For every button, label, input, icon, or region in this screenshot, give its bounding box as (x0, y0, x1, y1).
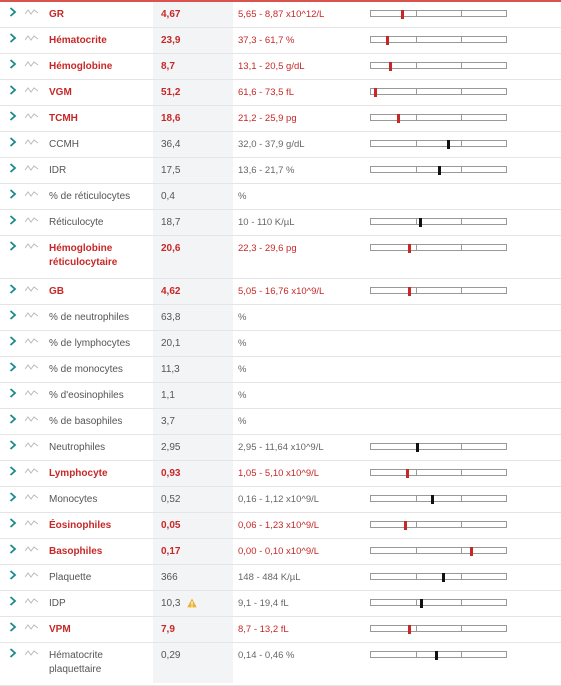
sparkline-icon[interactable] (25, 415, 39, 423)
chevron-right-icon[interactable] (9, 388, 17, 398)
test-value: 8,7 (161, 61, 175, 72)
test-name: Lymphocyte (49, 468, 108, 479)
range-bar-divider (416, 115, 417, 120)
chevron-right-icon[interactable] (9, 310, 17, 320)
table-row[interactable] (0, 565, 561, 591)
test-value: 4,62 (161, 286, 181, 297)
table-row[interactable] (0, 409, 561, 435)
range-bar-divider (416, 219, 417, 224)
test-name: % de monocytes (49, 364, 123, 375)
range-bar-divider (416, 245, 417, 250)
range-bar-divider (461, 167, 462, 172)
test-name: CCMH (49, 139, 79, 150)
reference-range: % (238, 312, 247, 323)
range-bar-divider (416, 522, 417, 527)
table-row[interactable] (0, 435, 561, 461)
reference-range: 21,2 - 25,9 pg (238, 113, 297, 124)
test-value: 0,4 (161, 191, 175, 202)
table-row[interactable] (0, 331, 561, 357)
test-value: 10,3 (161, 598, 181, 609)
range-bar-divider (461, 600, 462, 605)
reference-range: 1,05 - 5,10 x10^9/L (238, 468, 320, 479)
sparkline-icon[interactable] (25, 60, 39, 68)
range-bar-divider (461, 288, 462, 293)
reference-range: 37,3 - 61,7 % (238, 35, 295, 46)
test-value: 18,7 (161, 217, 181, 228)
test-name: GB (49, 286, 64, 297)
chevron-right-icon[interactable] (9, 570, 17, 580)
chevron-right-icon[interactable] (9, 440, 17, 450)
table-row[interactable] (0, 357, 561, 383)
test-name: % d'eosinophiles (49, 390, 124, 401)
test-name: IDR (49, 165, 67, 176)
range-bar-divider (416, 496, 417, 501)
table-row[interactable] (0, 487, 561, 513)
reference-range: 8,7 - 13,2 fL (238, 624, 289, 635)
range-bar-divider (416, 141, 417, 146)
test-value: 4,67 (161, 9, 181, 20)
table-row[interactable] (0, 28, 561, 54)
range-bar-divider (461, 496, 462, 501)
reference-range: 13,6 - 21,7 % (238, 165, 295, 176)
lab-results-table (0, 2, 561, 686)
range-marker (406, 469, 409, 478)
reference-range: 2,95 - 11,64 x10^9/L (238, 442, 324, 453)
range-marker (419, 218, 422, 227)
sparkline-icon[interactable] (25, 441, 39, 449)
table-row[interactable] (0, 513, 561, 539)
table-row[interactable] (0, 617, 561, 643)
table-row[interactable] (0, 210, 561, 236)
reference-range: % (238, 416, 247, 427)
range-bar-divider (416, 167, 417, 172)
sparkline-icon[interactable] (25, 112, 39, 120)
sparkline-icon[interactable] (25, 164, 39, 172)
table-row[interactable] (0, 539, 561, 565)
test-name: Basophiles (49, 546, 103, 557)
reference-range: 13,1 - 20,5 g/dL (238, 61, 305, 72)
chevron-right-icon[interactable] (9, 336, 17, 346)
range-bar-divider (461, 37, 462, 42)
chevron-right-icon[interactable] (9, 7, 17, 17)
test-value: 3,7 (161, 416, 175, 427)
sparkline-icon[interactable] (25, 216, 39, 224)
table-row[interactable] (0, 106, 561, 132)
chevron-right-icon[interactable] (9, 414, 17, 424)
chevron-right-icon[interactable] (9, 648, 17, 658)
range-bar-divider (416, 548, 417, 553)
range-bar-divider (461, 141, 462, 146)
sparkline-icon[interactable] (25, 311, 39, 319)
sparkline-icon[interactable] (25, 389, 39, 397)
test-name: % de neutrophiles (49, 312, 130, 323)
chevron-right-icon[interactable] (9, 362, 17, 372)
range-bar (370, 244, 507, 251)
sparkline-icon[interactable] (25, 190, 39, 198)
test-value: 0,29 (161, 650, 181, 661)
test-value: 7,9 (161, 624, 175, 635)
range-marker (397, 114, 400, 123)
sparkline-icon[interactable] (25, 86, 39, 94)
range-marker (386, 36, 389, 45)
range-bar-divider (461, 522, 462, 527)
chevron-right-icon[interactable] (9, 284, 17, 294)
range-marker (447, 140, 450, 149)
range-bar-divider (416, 288, 417, 293)
range-bar-divider (461, 63, 462, 68)
chevron-right-icon[interactable] (9, 492, 17, 502)
test-value: 51,2 (161, 87, 181, 98)
test-name: IDP (49, 598, 66, 609)
test-name: Plaquette (49, 572, 92, 583)
test-name: % de réticulocytes (49, 191, 131, 202)
table-row[interactable] (0, 461, 561, 487)
table-row[interactable] (0, 132, 561, 158)
chevron-right-icon[interactable] (9, 59, 17, 69)
range-bar (370, 469, 507, 476)
range-marker (408, 625, 411, 634)
range-bar-divider (416, 37, 417, 42)
range-marker (438, 166, 441, 175)
test-name: Réticulocyte (49, 217, 104, 228)
reference-range: % (238, 191, 247, 202)
range-bar-divider (461, 652, 462, 657)
range-bar (370, 651, 507, 658)
test-name: Hématocrite (49, 35, 107, 46)
chevron-right-icon[interactable] (9, 622, 17, 632)
range-bar-divider (416, 652, 417, 657)
range-bar-divider (416, 470, 417, 475)
test-value: 0,17 (161, 546, 181, 557)
test-name: Hémoglobine réticulocytaire (49, 243, 118, 268)
range-marker (401, 10, 404, 19)
chevron-right-icon[interactable] (9, 189, 17, 199)
range-marker (420, 599, 423, 608)
range-bar (370, 573, 507, 580)
test-name: Neutrophiles (49, 442, 106, 453)
reference-range: 5,05 - 16,76 x10^9/L (238, 286, 325, 297)
range-bar (370, 521, 507, 528)
range-bar-divider (416, 63, 417, 68)
table-row[interactable] (0, 236, 561, 279)
range-bar-divider (461, 470, 462, 475)
sparkline-icon[interactable] (25, 571, 39, 579)
chevron-right-icon[interactable] (9, 85, 17, 95)
range-bar-divider (461, 11, 462, 16)
test-value: 18,6 (161, 113, 181, 124)
range-marker (431, 495, 434, 504)
range-bar (370, 625, 507, 632)
chevron-right-icon[interactable] (9, 544, 17, 554)
reference-range: 0,06 - 1,23 x10^9/L (238, 520, 320, 531)
chevron-right-icon[interactable] (9, 111, 17, 121)
range-bar (370, 287, 507, 294)
range-marker (408, 244, 411, 253)
test-value: 11,3 (161, 364, 180, 375)
reference-range: % (238, 364, 247, 375)
range-bar (370, 166, 507, 173)
test-value: 0,05 (161, 520, 181, 531)
range-bar (370, 547, 507, 554)
test-name: TCMH (49, 113, 78, 124)
reference-range: 61,6 - 73,5 fL (238, 87, 294, 98)
sparkline-icon[interactable] (25, 649, 39, 657)
sparkline-icon[interactable] (25, 8, 39, 16)
chevron-right-icon[interactable] (9, 241, 17, 251)
range-marker (374, 88, 377, 97)
table-row[interactable] (0, 305, 561, 331)
table-row[interactable] (0, 158, 561, 184)
sparkline-icon[interactable] (25, 545, 39, 553)
range-marker (404, 521, 407, 530)
reference-range: 9,1 - 19,4 fL (238, 598, 289, 609)
range-bar-divider (461, 574, 462, 579)
chevron-right-icon[interactable] (9, 596, 17, 606)
table-row[interactable] (0, 591, 561, 617)
reference-range: 5,65 - 8,87 x10^12/L (238, 9, 325, 20)
reference-range: 10 - 110 K/µL (238, 217, 295, 228)
test-value: 20,1 (161, 338, 181, 349)
range-bar-divider (461, 219, 462, 224)
test-name: VGM (49, 87, 72, 98)
range-bar-divider (461, 115, 462, 120)
test-value: 366 (161, 572, 178, 583)
range-bar-divider (461, 245, 462, 250)
test-name: Monocytes (49, 494, 98, 505)
sparkline-icon[interactable] (25, 493, 39, 501)
test-name: Éosinophiles (49, 520, 112, 531)
sparkline-icon[interactable] (25, 519, 39, 527)
range-bar (370, 62, 507, 69)
range-bar (370, 88, 507, 95)
reference-range: 0,14 - 0,46 % (238, 650, 295, 661)
range-bar (370, 495, 507, 502)
test-value: 1,1 (161, 390, 175, 401)
reference-range: 22,3 - 29,6 pg (238, 243, 297, 254)
test-name: GR (49, 9, 64, 20)
sparkline-icon[interactable] (25, 285, 39, 293)
chevron-right-icon[interactable] (9, 33, 17, 43)
test-name: VPM (49, 624, 71, 635)
range-bar-divider (416, 574, 417, 579)
reference-range: 148 - 484 K/µL (238, 572, 301, 583)
reference-range: 0,00 - 0,10 x10^9/L (238, 546, 320, 557)
table-row[interactable] (0, 279, 561, 305)
sparkline-icon[interactable] (25, 467, 39, 475)
range-bar (370, 114, 507, 121)
range-bar (370, 140, 507, 147)
table-row[interactable] (0, 2, 561, 28)
range-marker (442, 573, 445, 582)
sparkline-icon[interactable] (25, 138, 39, 146)
range-bar-divider (416, 626, 417, 631)
test-name: Hémoglobine (49, 61, 113, 72)
warning-icon (187, 598, 197, 608)
reference-range: 0,16 - 1,12 x10^9/L (238, 494, 320, 505)
table-row[interactable] (0, 643, 561, 686)
range-marker (416, 443, 419, 452)
test-name: % de basophiles (49, 416, 123, 427)
range-marker (408, 287, 411, 296)
test-value: 2,95 (161, 442, 181, 453)
sparkline-icon[interactable] (25, 363, 39, 371)
test-value: 17,5 (161, 165, 181, 176)
sparkline-icon[interactable] (25, 242, 39, 250)
table-row[interactable] (0, 184, 561, 210)
chevron-right-icon[interactable] (9, 215, 17, 225)
test-value: 0,93 (161, 468, 181, 479)
test-value: 20,6 (161, 243, 181, 254)
sparkline-icon[interactable] (25, 337, 39, 345)
test-value: 63,8 (161, 312, 181, 323)
range-bar (370, 443, 507, 450)
reference-range: 32,0 - 37,9 g/dL (238, 139, 305, 150)
table-row[interactable] (0, 383, 561, 409)
sparkline-icon[interactable] (25, 597, 39, 605)
test-name: % de lymphocytes (49, 338, 131, 349)
range-bar-divider (416, 89, 417, 94)
range-bar-divider (416, 11, 417, 16)
chevron-right-icon[interactable] (9, 466, 17, 476)
table-row[interactable] (0, 80, 561, 106)
chevron-right-icon[interactable] (9, 137, 17, 147)
test-value: 23,9 (161, 35, 181, 46)
sparkline-icon[interactable] (25, 623, 39, 631)
range-bar-divider (461, 89, 462, 94)
range-marker (470, 547, 473, 556)
range-bar-divider (416, 600, 417, 605)
range-bar-divider (461, 548, 462, 553)
range-marker (389, 62, 392, 71)
reference-range: % (238, 338, 247, 349)
test-value: 0,52 (161, 494, 181, 505)
range-marker (435, 651, 438, 660)
range-bar (370, 599, 507, 606)
sparkline-icon[interactable] (25, 34, 39, 42)
test-name: Hématocrite plaquettaire (49, 650, 103, 675)
reference-range: % (238, 390, 247, 401)
test-value: 36,4 (161, 139, 181, 150)
range-bar (370, 36, 507, 43)
chevron-right-icon[interactable] (9, 518, 17, 528)
chevron-right-icon[interactable] (9, 163, 17, 173)
range-bar-divider (461, 626, 462, 631)
table-row[interactable] (0, 54, 561, 80)
range-bar (370, 218, 507, 225)
range-bar-divider (461, 444, 462, 449)
range-bar (370, 10, 507, 17)
